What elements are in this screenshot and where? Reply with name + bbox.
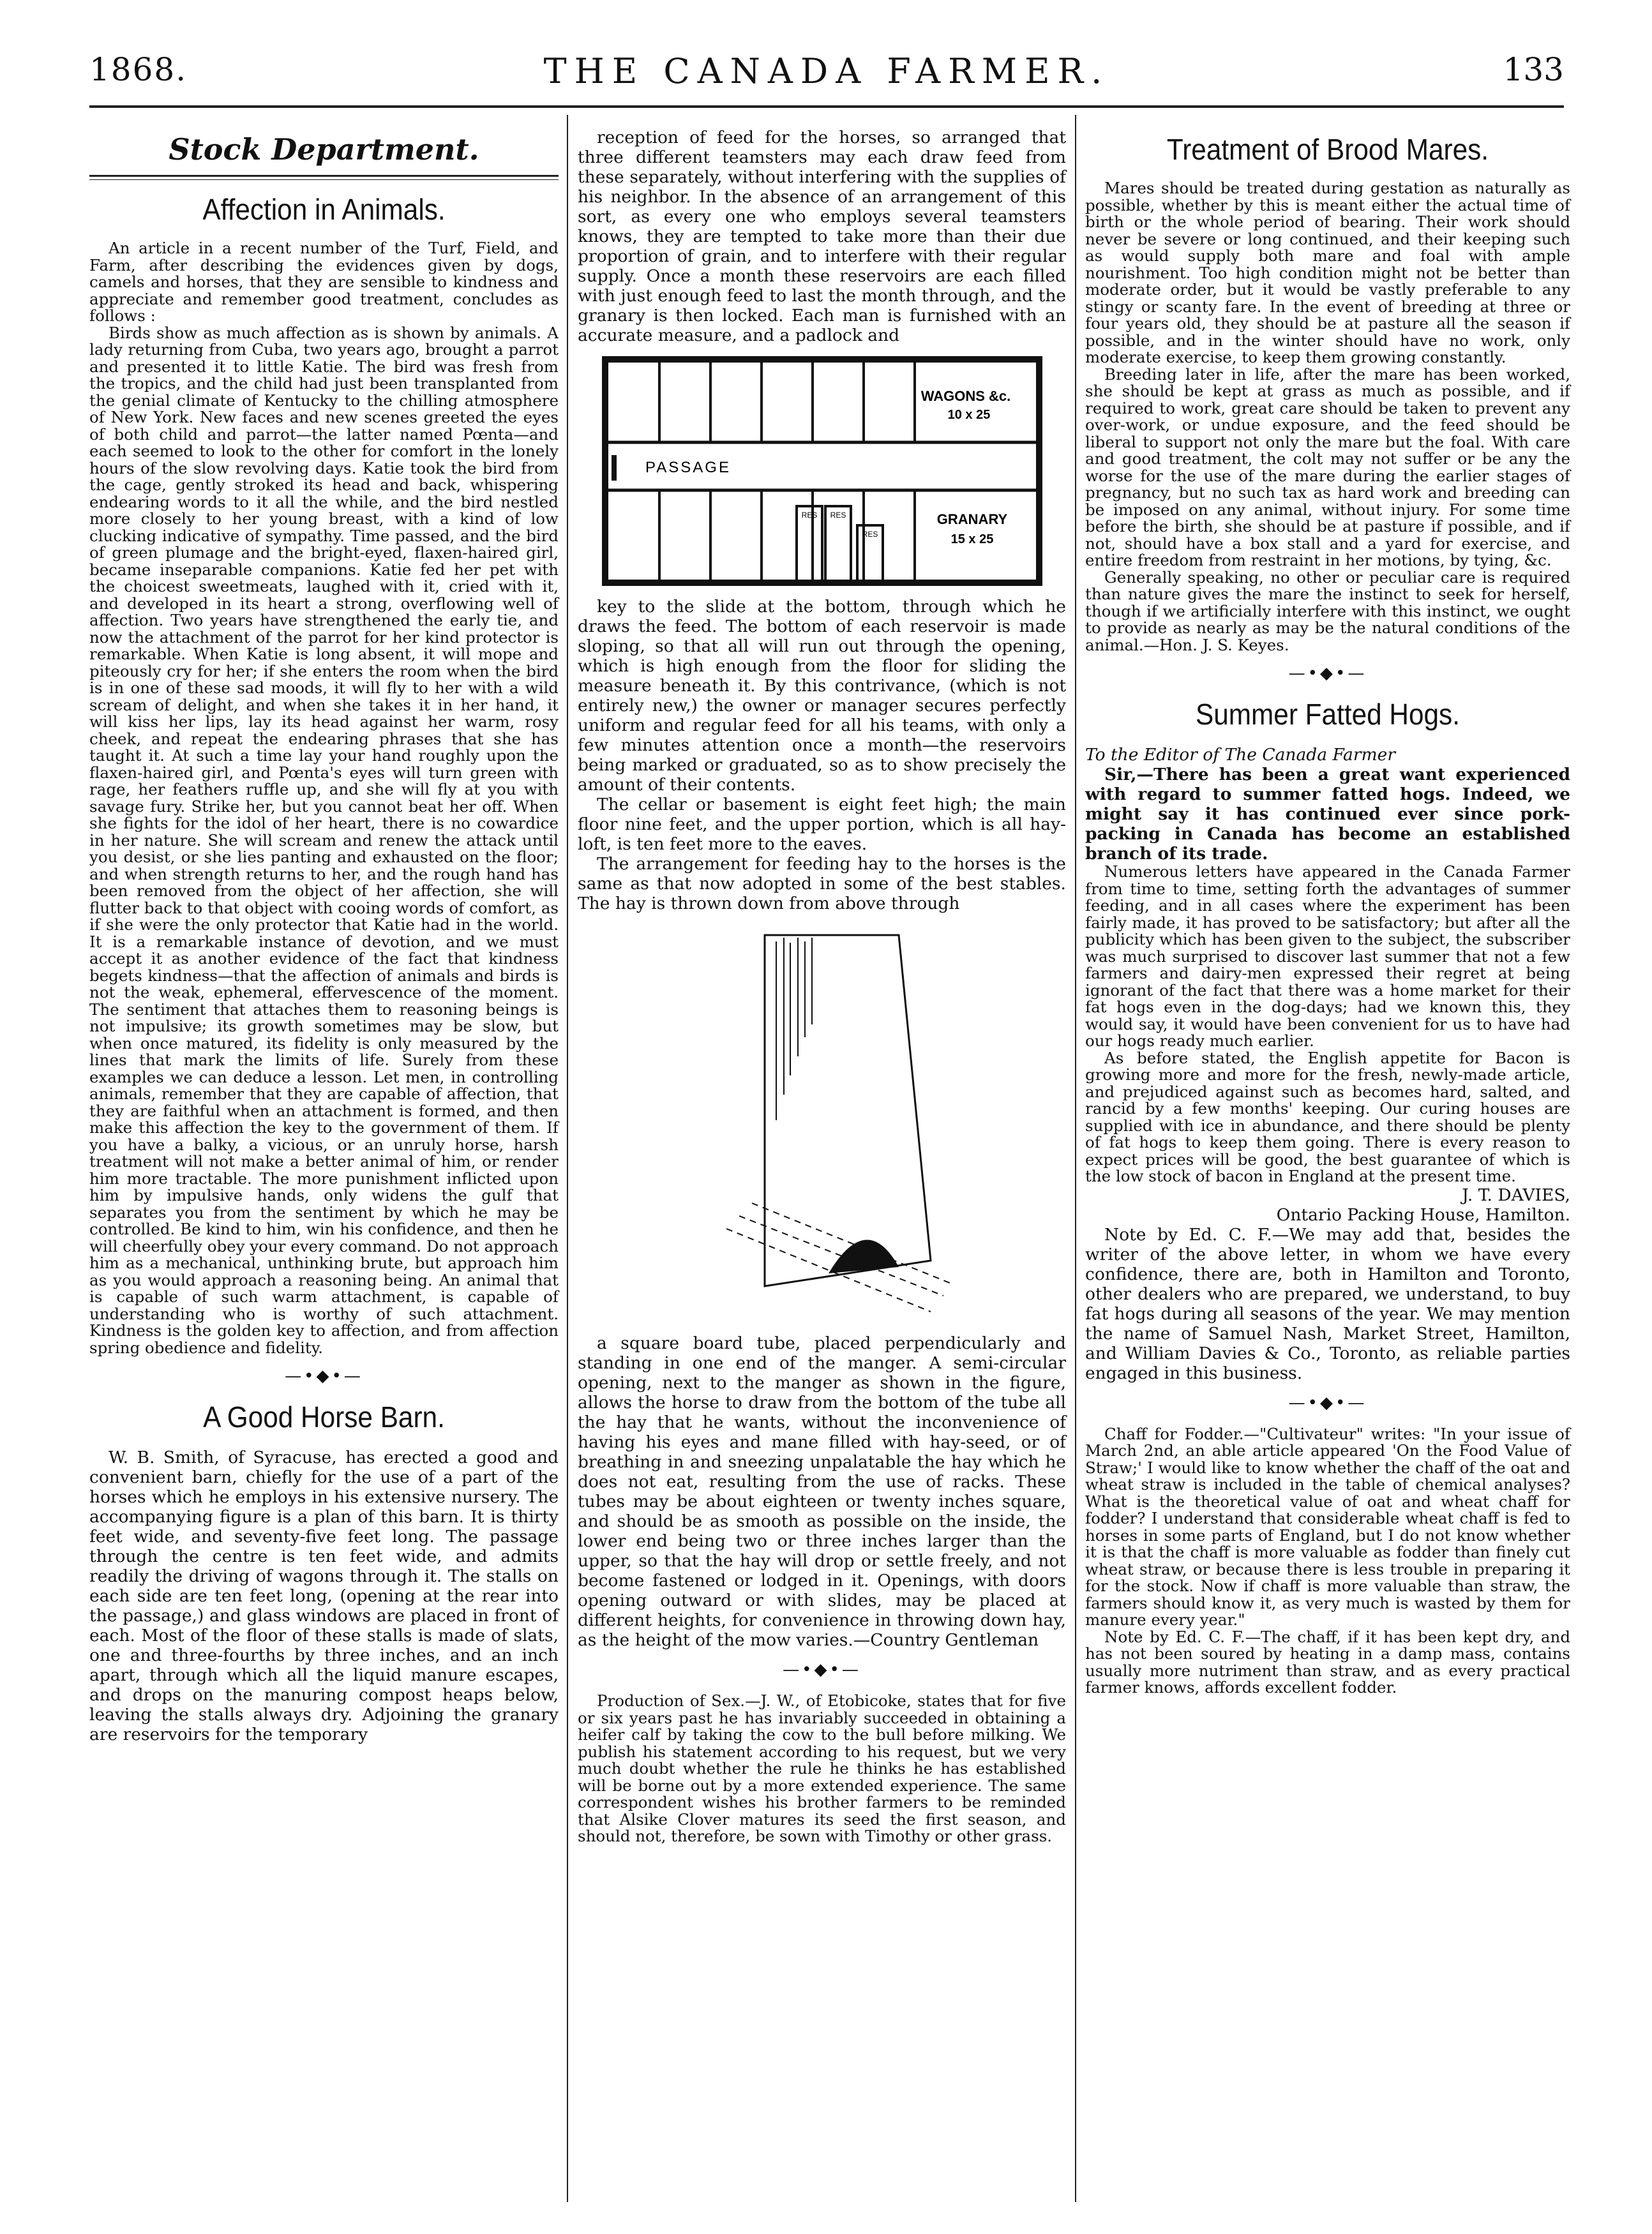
signature-name: J. T. DAVIES, bbox=[1462, 1185, 1570, 1205]
issue-year: 1868. bbox=[89, 51, 188, 88]
paragraph: W. B. Smith, of Syracuse, has erected a good and convenient barn, chiefly for the use of a part of the horses which he employs in his extensive nursery. The accompanying figure is a plan of this barn. It is thirty feet wide, and seventy-five feet long. The passage through the centre is ten feet wide, and admits readily the driving of wagons through it. The stalls on each side are ten feet long, (opening at the rear into the passage,) and glass windows are placed in front of each. Most of the floor of these stalls is made of slats, one and three-fourths by three inches, and an inch apart, through which all the liquid manure escapes, and drops on the manuring compost heaps below, leaving the stalls always dry. Adjoining the granary are reservoirs for the temporary bbox=[89, 1448, 559, 1744]
paragraph: An article in a recent number of the Turf, Field, and Farm, after describing the evidences given by dogs, camels and horses, that they are sensible to kindness and appreciate and remember good treatment, concludes as follows : bbox=[89, 239, 559, 325]
plan-label-passage: PASSAGE bbox=[645, 459, 731, 476]
column-1 bbox=[89, 128, 559, 1744]
plan-label-wagons-size: 10 x 25 bbox=[947, 408, 990, 422]
column-3 bbox=[1085, 128, 1570, 1697]
double-rule bbox=[89, 175, 559, 180]
paragraph: Generally speaking, no other or peculiar care is required than nature gives the mare the instinct to seek for herself, though if we artificially interfere with this instinct, we ought to provide as nearly as may be the natural conditions of the animal.—Hon. J. S. Keyes. bbox=[1085, 567, 1570, 654]
paragraph: reception of feed for the horses, so arranged that three different teamsters may each draw feed from these separately, without interfering with the supplies of his neighbor. In the absence of an arrangement of this sort, as every one who employs several teamsters knows, they are tempted to take more than their due proportion of grain, and to interfere with their regular supply. Once a month these reservoirs are each filled with just enough feed to last the month through, and the granary is then locked. Each man is furnished with an accurate measure, and a padlock and bbox=[578, 128, 1066, 345]
signature-place: Ontario Packing House, Hamilton. bbox=[1276, 1204, 1570, 1225]
section-ornament: —•◆•— bbox=[285, 1367, 363, 1386]
article-heading-brood-mares: Treatment of Brood Mares. bbox=[1166, 133, 1489, 166]
paragraph: key to the slide at the bottom, through which he draws the feed. The bottom of each reservoir is made sloping, so that all will run out through the opening, which is high enough from the floor for sliding the measure beneath it. By this contrivance, (which is not entirely new,) the owner or manager secures perfectly uniform and regular feed for all his teams, with only a few minutes attention once a month—the reservoirs being marked or graduated, so as to show precisely the amount of their contents. bbox=[578, 597, 1066, 795]
article-brood-mares bbox=[1085, 180, 1570, 654]
paragraph-chaff-for-fodder: Chaff for Fodder.—"Cultivateur" writes: "In your issue of March 2nd, an able article appeared 'On the Food Value of Straw;' I would like to know whether the chaff of the oat and wheat straw is included in the table of chemical analyses? What is the theoretical value of oat and wheat chaff for fodder? I understand that considerable wheat chaff is fed to horses in some parts of England, but I do not know whether it is that the chaff is more valuable as fodder than finely cut wheat straw, or because there is less trouble in preparing it for the stock. Now if chaff is more valuable than straw, the farmers should know it, as very much is wasted by them for manure every year." bbox=[1085, 1424, 1570, 1629]
salutation: To the Editor of The Canada Farmer bbox=[1085, 745, 1395, 765]
paragraph: Mares should be treated during gestation as naturally as possible, whether by this is meant either the actual time of birth or the whole period of bearing. Their work should never be severe or long continued, and their keeping such as would supply both mare and foal with ample nourishment. Too high condition might not be better than moderate order, but it would be vastly preferable to any stingy or scanty fare. In the event of breeding at three or four years old, they should be at pasture all the season if possible, and in the winter should have no work, only moderate exercise, to keep them growing constantly. bbox=[1085, 179, 1570, 366]
column-rule-left bbox=[567, 115, 568, 2202]
barn-plan-figure bbox=[599, 353, 1046, 589]
paragraph: Sir,—There has been a great want experienced with regard to summer fatted hogs. Indeed, we might say it has continued ever since pork-packing in Canada has become an established branch of its trade. bbox=[1085, 765, 1570, 864]
paragraph-production-of-sex: Production of Sex.—J. W., of Etobicoke, states that for five or six years past he has invariably succeeded in obtaining a heifer calf by taking the cow to the bull before milking. We publish his statement according to his request, but we very much doubt whether the rule he thinks he has established will be borne out by a more extended experience. The same correspondent wishes his brother farmers to be reminded that Alsike Clover matures its seed the first season, and should not, therefore, be sown with Timothy or other grass. bbox=[578, 1691, 1066, 1845]
article-heading-horse-barn: A Good Horse Barn. bbox=[203, 1400, 445, 1434]
plan-label-wagons: WAGONS &c. bbox=[920, 388, 1010, 404]
header-rule bbox=[89, 105, 1564, 108]
section-ornament: —•◆•— bbox=[1288, 664, 1367, 683]
paragraph: Breeding later in life, after the mare has been worked, she should be kept at grass as much as possible, and if required to work, great care should be taken to prevent any over-work, or undue exposure, and the feed should be liberal to support not only the mare but the foal. With care and good treatment, the colt may not suffer or be any the worse for the use of the mare during the earlier stages of pregnancy, but no such tax as hard work and breeding can be imposed on any animal, without injury. For some time before the birth, she should be at pasture if possible, and if not, should have a box stall and a yard for exercise, and entire freedom from restraint in her motions, by tying, &c. bbox=[1085, 364, 1570, 569]
column-2 bbox=[578, 128, 1066, 1845]
article-summer-hogs bbox=[1085, 765, 1570, 1383]
article-heading-summer-hogs: Summer Fatted Hogs. bbox=[1196, 698, 1460, 731]
plan-label-granary-size: 15 x 25 bbox=[950, 532, 993, 546]
article-horse-barn bbox=[89, 1448, 559, 1744]
column-rule-right bbox=[1075, 115, 1076, 2202]
article-heading-affection: Affection in Animals. bbox=[202, 193, 446, 226]
hay-tube-figure bbox=[688, 929, 956, 1318]
plan-label-reservoir: RES bbox=[830, 511, 846, 520]
plan-label-reservoir: RES bbox=[862, 530, 878, 539]
paragraph: The cellar or basement is eight feet high; the main floor nine feet, and the upper portion, which is all hay-loft, is ten feet more to the eaves. bbox=[578, 795, 1066, 854]
section-ornament: —•◆•— bbox=[783, 1660, 861, 1679]
editor-note-chaff: Note by Ed. C. F.—The chaff, if it has been kept dry, and has not been soured by heating in a damp mass, contains usually more nutriment than straw, and as every practical farmer knows, affords excellent fodder. bbox=[1085, 1627, 1570, 1697]
plan-label-granary: GRANARY bbox=[936, 511, 1007, 527]
page-header bbox=[89, 51, 1564, 96]
article-affection bbox=[89, 240, 559, 1356]
department-heading: Stock Department. bbox=[169, 132, 479, 167]
paragraph: As before stated, the English appetite for Bacon is growing more and more for the fresh, newly-made article, and prejudiced against such as becomes hard, salted, and rancid by a few months' keeping. Our curing houses are supplied with ice in abundance, and there should be plenty of fat hogs to keep them going. There is every reason to expect prices will be good, the best guarantee of which is the low stock of bacon in England at the present time. bbox=[1085, 1048, 1570, 1185]
page-number: 133 bbox=[1503, 51, 1564, 88]
editor-note: Note by Ed. C. F.—We may add that, besides the writer of the above letter, in whom we have every confidence, there are, both in Hamilton and Toronto, other dealers who are prepared, we understand, to buy fat hogs during all seasons of the year. We may mention the name of Samuel Nash, Market Street, Hamilton, and William Davies & Co., Toronto, as reliable parties engaged in this business. bbox=[1085, 1224, 1570, 1383]
paragraph: Numerous letters have appeared in the Canada Farmer from time to time, setting forth the advantages of summer feeding, and in all cases where the experiment has been fairly made, it has proved to be satisfactory; but after all the publicity which has been given to the subject, the subscriber was much surprised to discover last summer that not a few farmers and dairy-men expressed their regret at being ignorant of the fact that there was a home market for their fat hogs even in the dog-days; had we known this, they would say, it would have been convenient for us to have had our hogs ready much earlier. bbox=[1085, 862, 1570, 1050]
plan-label-reservoir: RES bbox=[801, 511, 817, 520]
paragraph: a square board tube, placed perpendicularly and standing in one end of the manger. A semi-circular opening, next to the manger as shown in the figure, allows the horse to draw from the bottom of the tube all the hay that he wants, without the inconvenience of having his eyes and mane filled with hay-seed, or of breathing in and sneezing unpalatable the hay which he does not eat, resulting from the use of racks. These tubes may be about eighteen or twenty inches square, and should be as smooth as possible on the inside, the lower end being two or three inches larger than the upper, so that the hay will drop or settle freely, and not become fastened or lodged in it. Openings, with doors opening outward or with slides, may be placed at different heights, for convenience in throwing down hay, as the height of the mow varies.—Country Gentleman bbox=[578, 1333, 1066, 1650]
paragraph: Birds show as much affection as is shown by animals. A lady returning from Cuba, two years ago, brought a parrot and presented it to little Katie. The bird was fresh from the tropics, and the child had just been transplanted from the genial climate of Kentucky to the chilling atmosphere of New York. New faces and new scenes greeted the eyes of both child and parrot—the latter named Pœnta—and each seemed to look to the other for comfort in the lonely hours of the slow revolving days. Katie took the bird from the cage, gently stroked its head and back, whispering endearing words to it all the while, and the bird nestled more closely to her young breast, with a kind of low clucking indicative of sympathy. Time passed, and the bird of green plumage and the bright-eyed, flaxen-haired girl, became inseparable companions. Katie fed her pet with the choicest sweetmeats, laughed with it, cried with it, and developed in its heart a strong, overflowing well of affection. Two years have strengthened the early tie, and now the attachment of the parrot for her kind protector is remarkable. When Katie is long absent, it will mope and piteously cry for her; if she enters the room when the bird is in one of these sad moods, it will fly to her with a wild scream of delight, and when she takes it in her hand, it will kiss her lips, lay its head against her warm, rosy cheek, and repeat the endearing phrases that she has taught it. At such a time lay your hand roughly upon the flaxen-haired girl, and Pœnta's eyes will turn green with rage, her feathers ruffle up, and she will fly at you with savage fury. Strike her, but you cannot beat her off. When she fights for the idol of her heart, there is no cowardice in her nature. She will scream and renew the attack until you desist, or she lies panting and exhausted on the floor; and when strength returns to her, and the rough hand has been removed from the object of her affection, she will flutter back to that object with cooing words of comfort, as if she were the only protector that Katie had in the world. It is a remarkable instance of devotion, and we must accept it as another evidence of the fact that kindness begets kindness—that the affection of animals and birds is not the weak, ephemeral, effervescence of the moment. The sentiment that attaches them to reasoning beings is not impulsive; its growth sometimes may be slow, but when once matured, its fidelity is only measured by the lines that mark the limits of life. Surely from these examples we can deduce a lesson. Let men, in controlling animals, remember that they are capable of affection, that they are faithful when an attachment is formed, and then make this affection the key to the government of them. If you have a balky, a vicious, or an unruly horse, harsh treatment will not make a better animal of him, or render him more tractable. The more punishment inflicted upon him by impulsive hands, only widens the gulf that separates you from the sentiment by which he may be controlled. Be kind to him, win his confidence, and then he will cheerfully obey your every command. Do not approach him as a mechanical, unthinking brute, but approach him as you would approach a reasoning being. An animal that is capable of such warm attachment, is capable of understanding who is worthy of such attachment. Kindness is the golden key to affection, and from affection spring obedience and fidelity. bbox=[89, 323, 559, 1357]
paragraph: The arrangement for feeding hay to the horses is the same as that now adopted in some of the best stables. The hay is thrown down from above through bbox=[578, 854, 1066, 913]
masthead: THE CANADA FARMER. bbox=[543, 51, 1110, 91]
section-ornament: —•◆•— bbox=[1288, 1393, 1367, 1413]
